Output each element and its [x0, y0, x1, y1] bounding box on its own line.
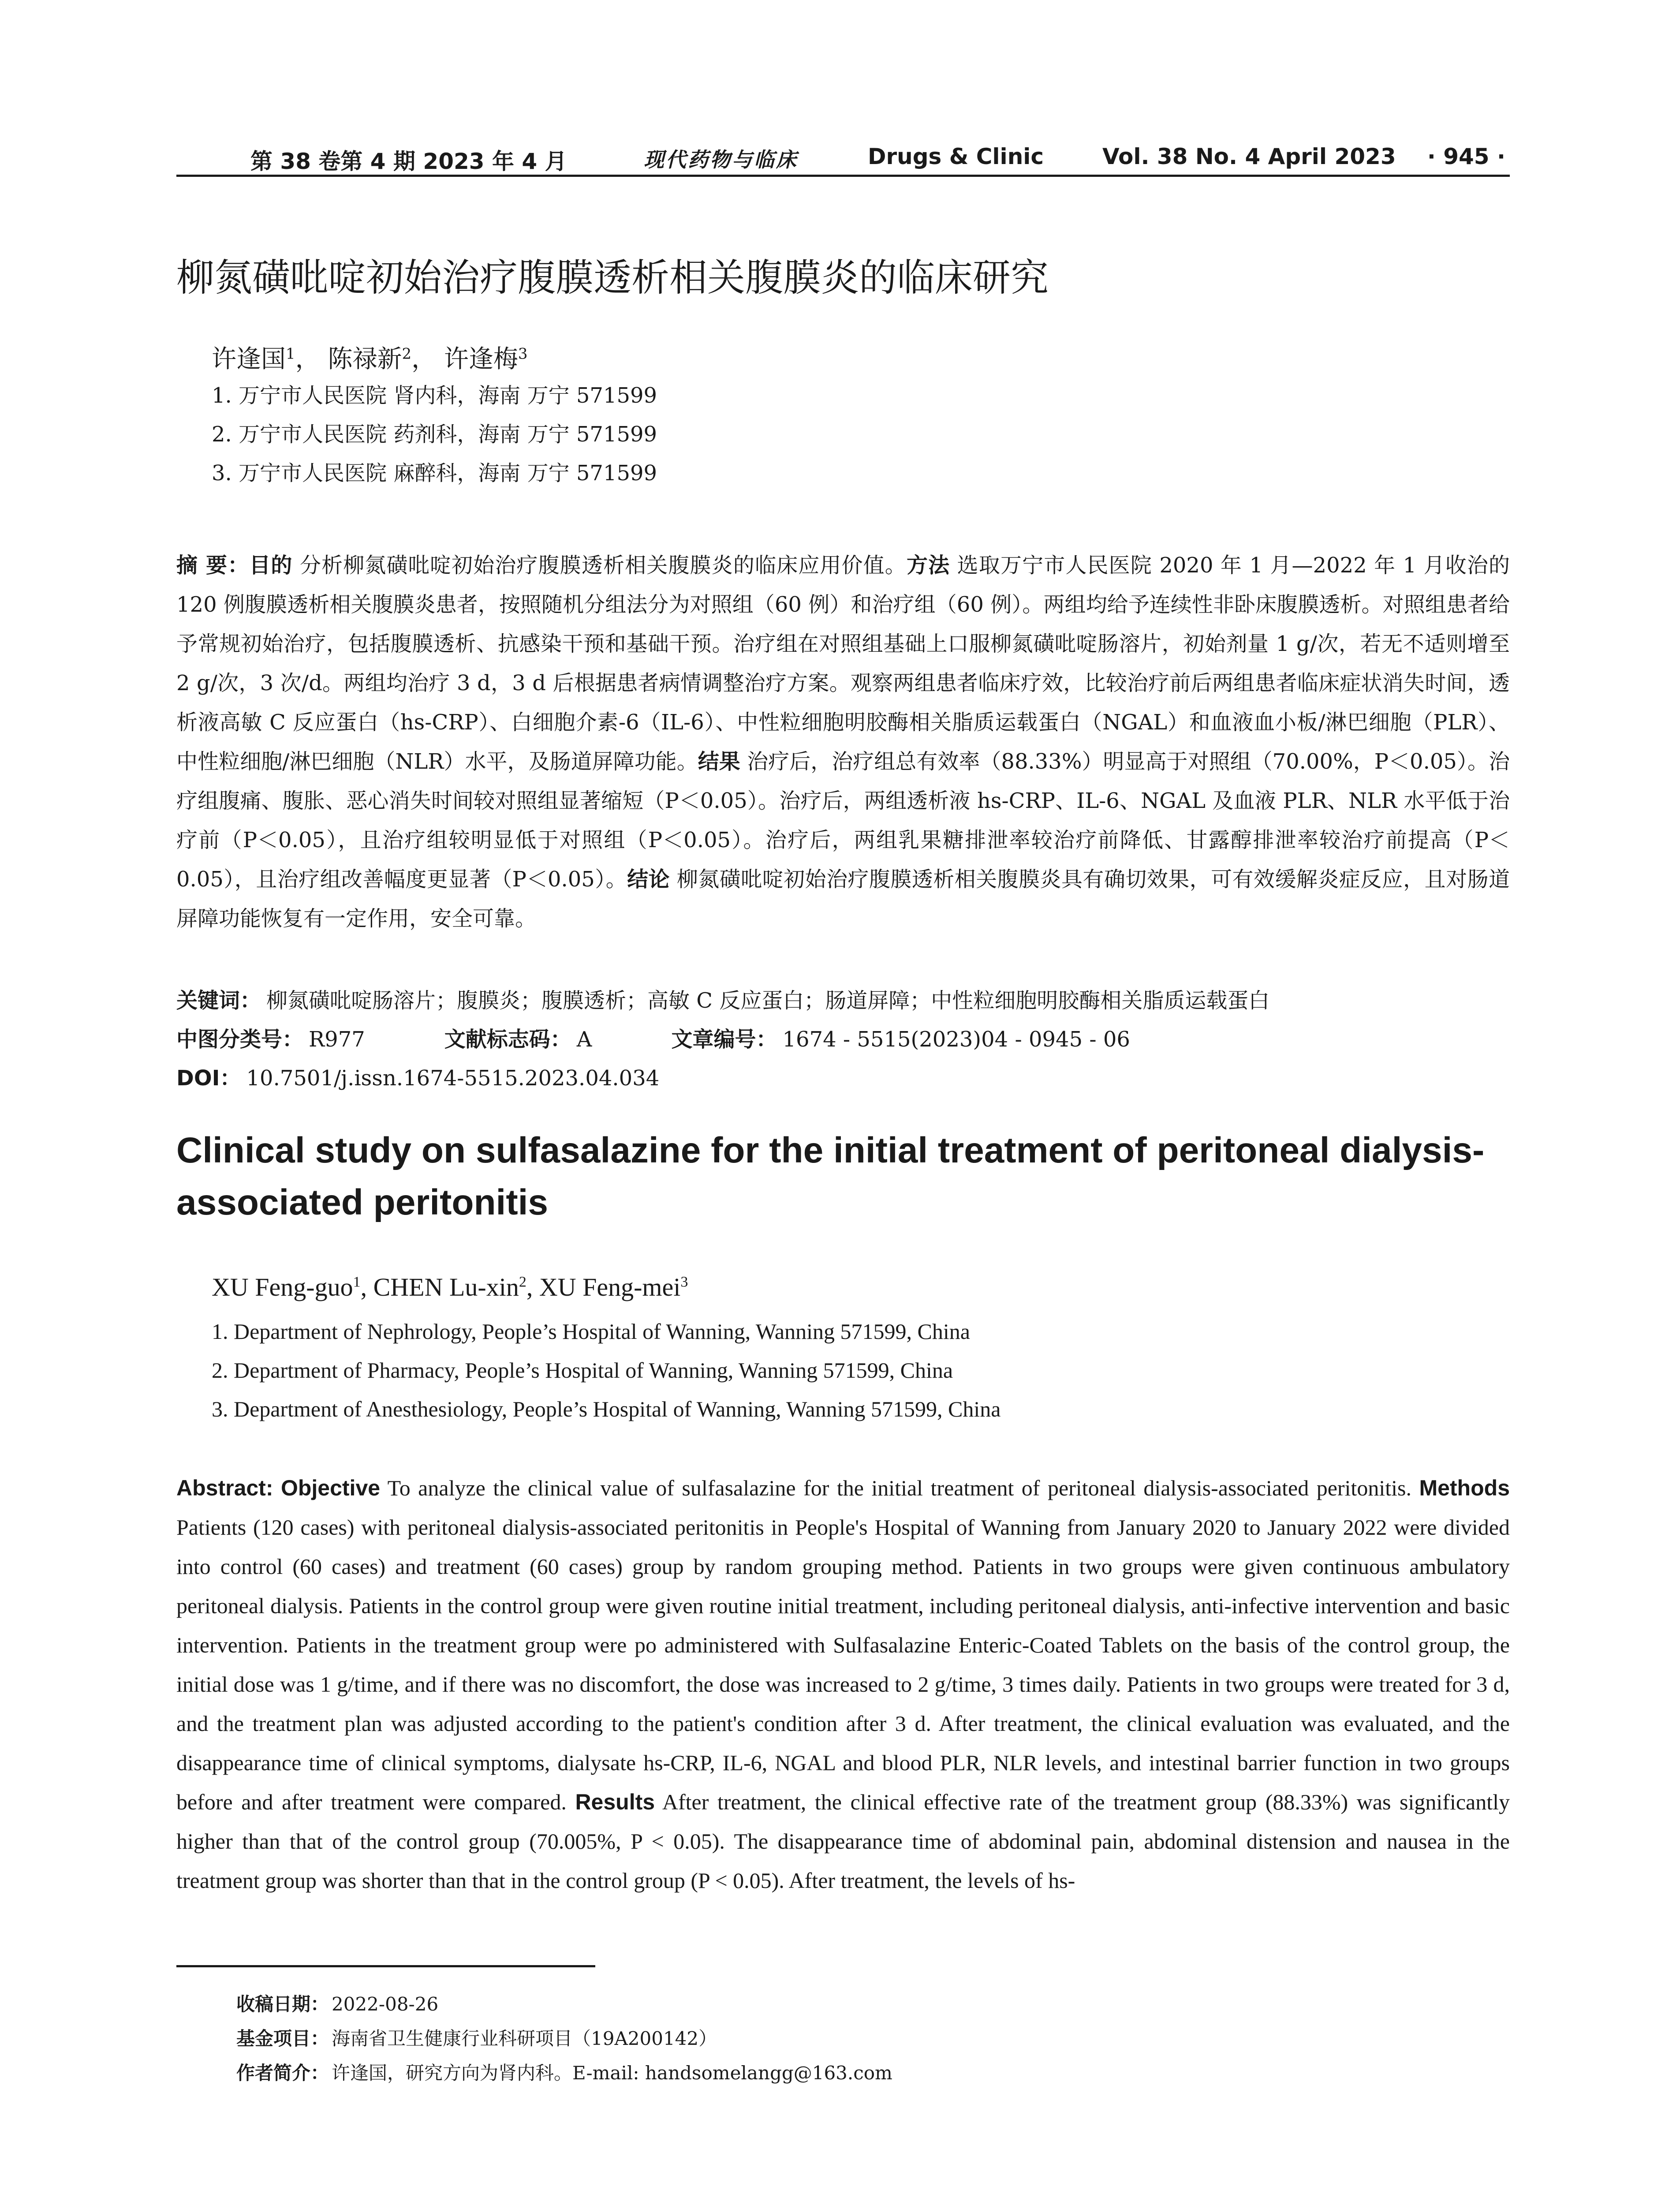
header-journal-cn: 现代药物与临床 [644, 148, 798, 172]
en-results-text: After treatment, the clinical effective rate of the treatment group (88.33%) was significantly higher than that of the control group (70.005%, P < 0.05). The disappearance time of abdominal pain, abdominal distension and nausea in the treatment group was shorter than that in the control group (P < 0.05). After treatment, the levels of hs- [176, 1790, 1510, 1893]
doc-code-label: 文献标志码： [444, 1027, 571, 1052]
clc-value: R977 [309, 1027, 365, 1052]
clc-label: 中图分类号： [176, 1027, 304, 1052]
header-page-number: · 945 · [1427, 144, 1505, 169]
cn-results-text: 治疗后，治疗组总有效率（88.33%）明显高于对照组（70.00%，P＜0.05）。治疗组腹痛、腹胀、恶心消失时间较对照组显著缩短（P＜0.05）。治疗后，两组透析液 hs-CRP、IL-6、NGAL 及血液 PLR、NLR 水平低于治疗前（P＜0.05），且治疗组较明显低于对照组（P＜0.05）。治疗后，两组乳果糖排泄率较治疗前降低、甘露醇排泄率较治疗前提高（P＜0.05），且治疗组改善幅度更显著（P＜0.05）。 [176, 749, 1510, 892]
cn-affiliation: 1. 万宁市人民医院 肾内科，海南 万宁 571599 [212, 383, 657, 408]
cn-author-name: 许逢国 [212, 345, 286, 374]
en-objective-text: To analyze the clinical value of sulfasalazine for the initial treatment of peritoneal dialysis-associated peritonitis. [387, 1476, 1411, 1500]
en-title: Clinical study on sulfasalazine for the initial treatment of peritoneal dialysis-associated peritonitis [176, 1130, 1485, 1222]
en-abstract-label: Abstract: [176, 1476, 273, 1500]
cn-author-name: 许逢梅 [444, 345, 518, 374]
cn-affiliation: 3. 万宁市人民医院 麻醉科，海南 万宁 571599 [212, 461, 657, 486]
article-no-value: 1674 - 5515(2023)04 - 0945 - 06 [782, 1027, 1130, 1052]
en-author-name: XU Feng-guo [212, 1273, 353, 1301]
keywords-text: 柳氮磺吡啶肠溶片；腹膜炎；腹膜透析；高敏 C 反应蛋白；肠道屏障；中性粒细胞明胶酶相关脂质运载蛋白 [266, 988, 1270, 1013]
running-header [176, 140, 1510, 177]
cn-author-sup: 3 [518, 345, 528, 363]
en-objective-label: Objective [280, 1476, 381, 1500]
cn-results-label: 结果 [698, 749, 740, 774]
footnote-received [236, 1990, 438, 2016]
cn-methods-text: 选取万宁市人民医院 2020 年 1 月—2022 年 1 月收治的 120 例腹膜透析相关腹膜炎患者，按照随机分组法分为对照组（60 例）和治疗组（60 例）。两组均给予连续性非卧床腹膜透析。对照组患者给予常规初始治疗，包括腹膜透析、抗感染干预和基础干预。治疗组在对照组基础上口服柳氮磺吡啶肠溶片，初始剂量 1 g/次，若无不适则增至 2 g/次，3 次/d。两组均治疗 3 d，3 d 后根据患者病情调整治疗方案。观察两组患者临床疗效，比较治疗前后两组患者临床症状消失时间，透析液高敏 C 反应蛋白（hs-CRP）、白细胞介素-6（IL-6）、中性粒细胞明胶酶相关脂质运载蛋白（NGAL）和血液血小板/淋巴细胞（PLR）、中性粒细胞/淋巴细胞（NLR）水平，及肠道屏障功能。 [176, 553, 1510, 774]
header-journal-en: Drugs & Clinic [868, 144, 1044, 169]
cn-classification [176, 1022, 1130, 1053]
header-volume: Vol. 38 No. 4 April 2023 [1102, 144, 1396, 169]
cn-authors: 许逢国$^1$， 陈禄新$^2$， 许逢梅$^3$ [212, 345, 528, 374]
cn-objective-text: 分析柳氮磺吡啶初始治疗腹膜透析相关腹膜炎的临床应用价值。 [299, 553, 907, 578]
en-abstract [176, 1469, 1510, 1900]
cn-doi [176, 1061, 659, 1091]
en-authors: XU Feng-guo$^1$, CHEN Lu-xin$^2$, XU Feng-mei$^3$ [212, 1273, 688, 1301]
keywords-label: 关键词： [176, 988, 261, 1013]
en-author-name: CHEN Lu-xin [373, 1273, 519, 1301]
footnote-author-bio [236, 2059, 892, 2085]
footnote-text: 2022-08-26 [332, 1993, 439, 2015]
header-issue: 第 38 卷第 4 期 2023 年 4 月 [250, 149, 567, 174]
doc-code-value: A [576, 1027, 592, 1052]
cn-objective-label: 目的 [249, 553, 293, 578]
cn-affiliation: 2. 万宁市人民医院 药剂科，海南 万宁 571599 [212, 422, 657, 447]
footnote-label: 基金项目： [236, 2028, 329, 2049]
cn-conclusion-label: 结论 [627, 867, 670, 892]
cn-author-name: 陈禄新 [328, 345, 402, 374]
en-affiliation: 3. Department of Anesthesiology, People’s Hospital of Wanning, Wanning 571599, China [212, 1397, 1001, 1421]
cn-keywords [176, 983, 1269, 1014]
doi-label: DOI： [176, 1066, 241, 1091]
en-author-sup: 2 [519, 1274, 526, 1290]
en-affiliation: 2. Department of Pharmacy, People’s Hospital of Wanning, Wanning 571599, China [212, 1358, 953, 1383]
en-author-name: XU Feng-mei [539, 1273, 681, 1301]
cn-author-sup: 2 [402, 345, 412, 363]
footnote-text: 许逢国，研究方向为肾内科。E-mail: handsomelangg@163.com [332, 2062, 892, 2084]
cn-title: 柳氮磺吡啶初始治疗腹膜透析相关腹膜炎的临床研究 [176, 256, 1049, 300]
cn-abstract-label: 摘 要： [176, 553, 250, 578]
footnote-divider [176, 1965, 595, 1967]
cn-methods-label: 方法 [906, 553, 950, 578]
footnote-funding [236, 2024, 717, 2051]
footnote-label: 收稿日期： [236, 1993, 329, 2015]
en-affiliation: 1. Department of Nephrology, People’s Hospital of Wanning, Wanning 571599, China [212, 1319, 970, 1344]
en-methods-text: Patients (120 cases) with peritoneal dialysis-associated peritonitis in People's Hospital of Wanning from January 2020 to January 2022 were divided into control (60 cases) and treatment (60 cases) group by random grouping method. Patients in two groups were given continuous ambulatory peritoneal dialysis. Patients in the control group were given routine initial treatment, including peritoneal dialysis, anti-infective intervention and basic intervention. Patients in the treatment group were po administered with Sulfasalazine Enteric-Coated Tablets on the basis of the control group, the initial dose was 1 g/time, and if there was no discomfort, the dose was increased to 2 g/time, 3 times daily. Patients in two groups were treated for 3 d, and the treatment plan was adjusted according to the patient's condition after 3 d. After treatment, the clinical evaluation was evaluated, and the disappearance time of clinical symptoms, dialysate hs-CRP, IL-6, NGAL and blood PLR, NLR levels, and intestinal barrier function in two groups before and after treatment were compared. [176, 1515, 1510, 1814]
cn-author-sup: 1 [286, 345, 295, 363]
cn-conclusion-text: 柳氮磺吡啶初始治疗腹膜透析相关腹膜炎具有确切效果，可有效缓解炎症反应，且对肠道屏障功能恢复有一定作用，安全可靠。 [176, 867, 1510, 931]
en-author-sup: 1 [353, 1274, 361, 1290]
footnote-label: 作者简介： [236, 2062, 329, 2084]
footnote-text: 海南省卫生健康行业科研项目（19A200142） [332, 2028, 717, 2049]
doi-value: 10.7501/j.issn.1674-5515.2023.04.034 [246, 1066, 660, 1091]
en-author-sup: 3 [680, 1274, 688, 1290]
en-results-label: Results [575, 1790, 655, 1814]
cn-abstract [176, 546, 1510, 938]
en-methods-label: Methods [1419, 1476, 1510, 1500]
article-no-label: 文章编号： [671, 1027, 777, 1052]
